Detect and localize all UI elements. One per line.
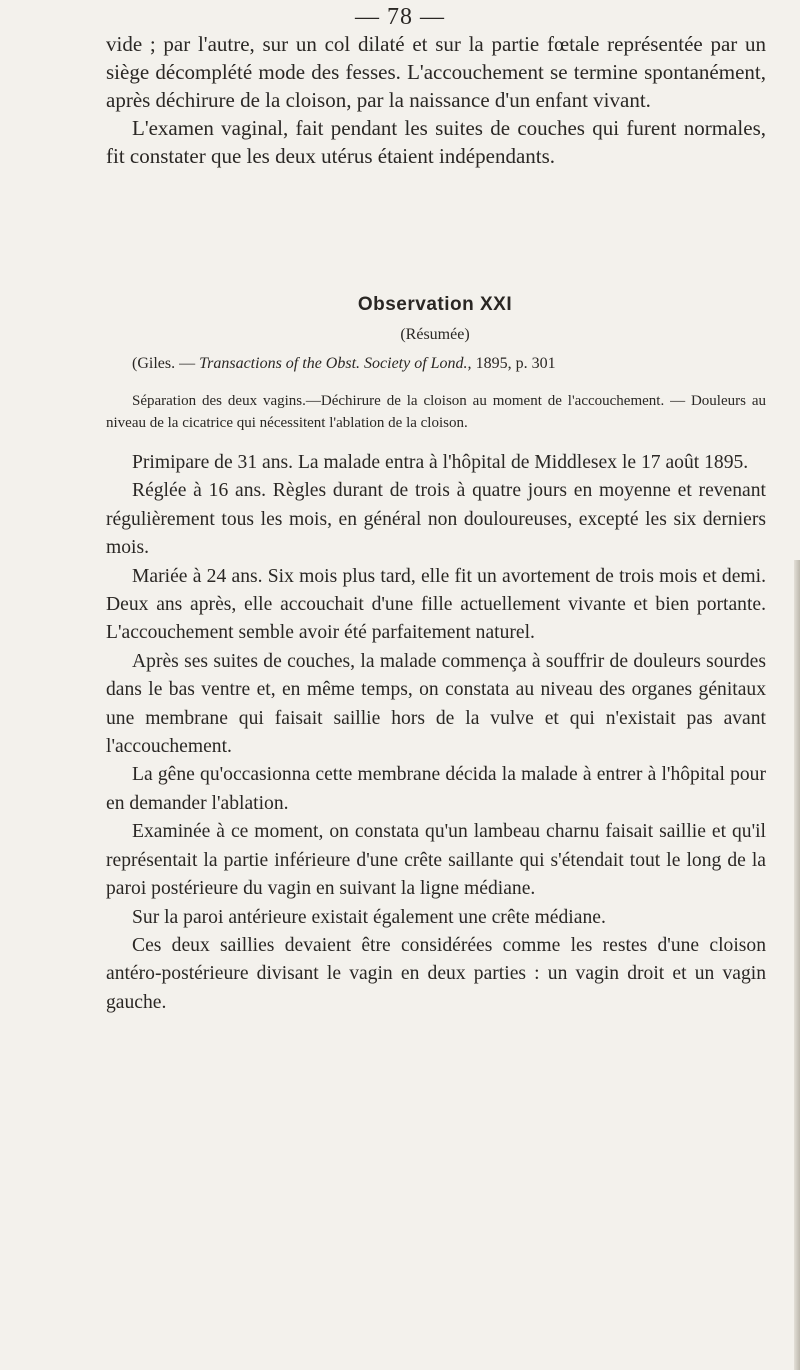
observation-body [106, 449, 766, 1017]
page-number: — 78 — [355, 4, 445, 30]
summary-text: Séparation des deux vagins.—Déchirure de la cloison au moment de l'accouchement. — Douleurs au niveau de la cicatrice qui nécessitent l'ablation de la cloison. [106, 393, 766, 431]
page-edge-shadow [794, 560, 800, 1370]
observation-paragraph: Primipare de 31 ans. La malade entra à l'hôpital de Middlesex le 17 août 1895. [132, 452, 749, 473]
observation-citation [132, 355, 772, 373]
intro-paragraph: vide ; par l'autre, sur un col dilaté et sur la partie fœtale représentée par un siège décomplété mode des fesses. L'accouchement se termine spontanément, après déchirure de la cloison, par la naissance d'un enfant vivant. [106, 32, 766, 112]
observation-title: Observation XXI [357, 294, 513, 315]
intro-text [106, 30, 766, 170]
intro-paragraph: L'examen vaginal, fait pendant les suites de couches qui furent normales, fit constater que les deux utérus étaient indépendants. [106, 116, 766, 168]
observation-paragraph: Ces deux saillies devaient être considérées comme les restes d'une cloison antéro-postérieure divisant le vagin en deux parties : un vagin droit et un vagin gauche. [106, 934, 766, 1013]
observation-paragraph: Sur la paroi antérieure existait également une crête médiane. [132, 906, 606, 928]
observation-subtitle: (Résumée) [400, 326, 470, 343]
observation-paragraph: La gêne qu'occasionna cette membrane décida la malade à entrer à l'hôpital pour en demander l'ablation. [106, 764, 766, 814]
citation-journal: Transactions of the Obst. Society of Lond., [199, 355, 472, 372]
observation-paragraph: Examinée à ce moment, on constata qu'un lambeau charnu faisait saillie et qu'il représentait la partie inférieure d'une crête saillante qui s'étendait tout le long de la paroi postérieure du vagin en suivant la ligne médiane. [106, 821, 766, 900]
citation-prefix: (Giles. — [132, 355, 200, 372]
observation-paragraph: Réglée à 16 ans. Règles durant de trois à quatre jours en moyenne et revenant régulièrement tous les mois, en général non douloureuses, excepté les six derniers mois. [106, 480, 766, 559]
observation-paragraph: Après ses suites de couches, la malade commença à souffrir de douleurs sourdes dans le bas ventre et, en même temps, on constata au niveau des organes génitaux une membrane qui faisait saillie hors de la vulve et qui n'existait pas avant l'accouchement. [106, 650, 766, 758]
observation-paragraph: Mariée à 24 ans. Six mois plus tard, elle fit un avortement de trois mois et demi. Deux ans après, elle accouchait d'une fille actuellement vivante et bien portante. L'accouchement semble avoir été parfaitement naturel. [106, 565, 766, 644]
citation-suffix: 1895, p. 301 [471, 355, 556, 372]
observation-summary [106, 390, 766, 434]
